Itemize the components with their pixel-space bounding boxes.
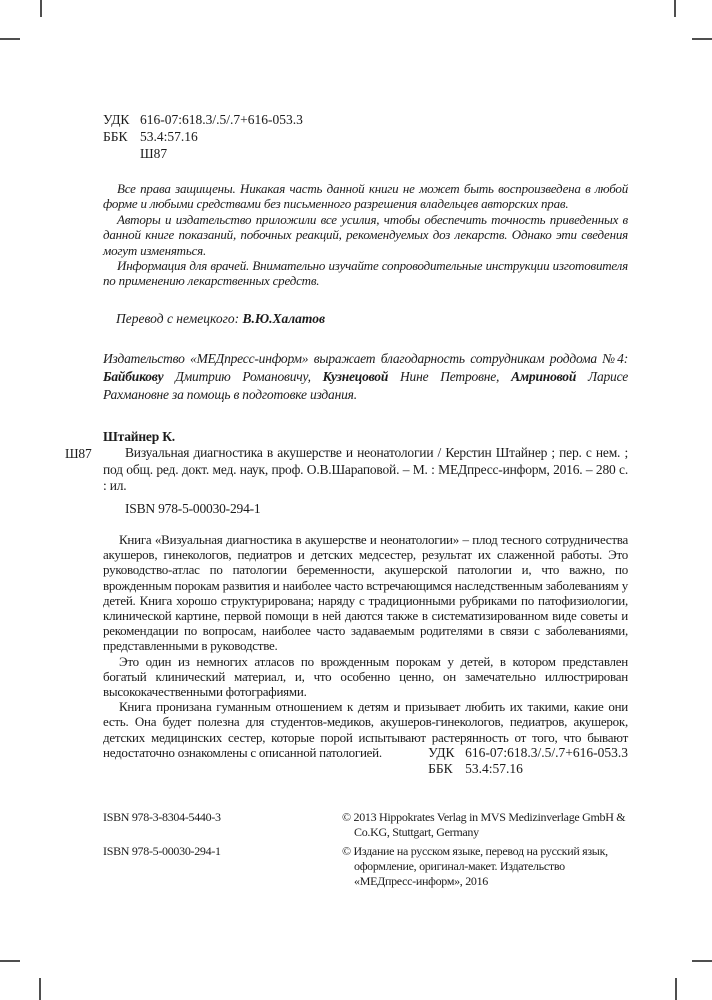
legal-notice — [103, 181, 628, 289]
crop-mark-top-left-vertical — [40, 0, 42, 17]
foot-codes-block — [428, 745, 628, 777]
bbk-value: 53.4:57.16 — [140, 129, 198, 144]
crop-mark-bottom-right-vertical — [675, 978, 677, 1000]
legal-paragraph-doctors: Информация для врачей. Внимательно изучайте сопроводительные инструкции изготовителя по применению лекарственных средств. — [103, 258, 628, 289]
acknowledged-name-3: Амриновой — [511, 369, 577, 384]
acknowledged-name-1: Байбикову — [103, 369, 164, 384]
annotation — [103, 532, 628, 760]
acknowledged-name-2: Кузнецовой — [322, 369, 389, 384]
foot-bbk-label: ББК — [428, 760, 453, 776]
russian-copyright: © Издание на русском языке, перевод на русский язык, оформление, оригинал-макет. Издательство «МЕДпресс-информ», 2016 — [342, 844, 608, 888]
foot-classification-codes — [103, 745, 628, 778]
catalog-bibliography: Визуальная диагностика в акушерстве и неонатологии / Керстин Штайнер ; пер. с нем. ; под общ. ред. докт. мед. наук, проф. О.В.Шараповой. – М. : МЕДпресс-информ, 2016. – 280 с. : ил. — [103, 445, 628, 493]
acknowledgment-intro: Издательство «МЕДпресс-информ» выражает благодарность сотрудникам роддома №4: — [103, 351, 628, 366]
annotation-paragraph-2: Это один из немногих атласов по врожденным порокам у детей, в котором представлен богатый клинический материал, и, что особенно ценно, он замечательно иллюстрирован высококачественными фотографиями. — [103, 653, 628, 700]
translator-name: В.Ю.Халатов — [242, 311, 326, 326]
crop-mark-bottom-right-horizontal — [692, 960, 712, 962]
bbk-line — [103, 128, 628, 145]
udk-label: УДК — [103, 112, 130, 127]
annotation-paragraph-3: Книга пронизана гуманным отношением к детям и призывает любить их такими, какие они есть. Она будет полезна для студентов-медиков, акушеров-гинекологов, педиатров, акушерок, детских медицинских сестер, которые порой испытывают растерянность от того, что бывают недостаточно ознакомлены с описанной патологией. — [103, 699, 628, 760]
foot-udk-line — [428, 745, 628, 761]
foot-udk-value: 616-07:618.3/.5/.7+616-053.3 — [465, 745, 628, 760]
author-sign: Ш87 — [140, 146, 168, 161]
source-copyright: © 2013 Hippokrates Verlag in MVS Medizinverlage GmbH & Co.KG, Stuttgart, Germany — [342, 810, 626, 839]
legal-paragraph-disclaimer: Авторы и издательство приложили все усилия, чтобы обеспечить точность приведенных в данной книге показаний, побочных реакций, рекомендуемых доз лекарств. Однако эти сведения могут изменяться. — [103, 211, 628, 258]
catalog-card — [65, 429, 628, 517]
source-isbn: ISBN 978-3-8304-5440-3 — [103, 810, 221, 824]
acknowledgment-mid-1: Дмитрию Романовичу, — [163, 369, 323, 384]
crop-mark-bottom-left-vertical — [39, 978, 41, 1000]
foot-udk-label: УДК — [428, 745, 455, 760]
crop-mark-bottom-left-horizontal — [0, 960, 20, 962]
translation-credit — [103, 311, 641, 327]
foot-bbk-value: 53.4:57.16 — [465, 760, 523, 776]
crop-mark-top-right-horizontal — [692, 38, 712, 40]
imprint-source-row — [103, 810, 628, 840]
acknowledgment-mid-2: Нине Петровне, — [388, 369, 512, 384]
udk-line — [103, 111, 628, 128]
bbk-label: ББК — [103, 129, 128, 144]
imprint-russian-row — [103, 844, 628, 889]
catalog-author: Штайнер К. — [103, 429, 175, 444]
translation-prefix: Перевод с немецкого: — [116, 311, 243, 326]
acknowledgment-outro: Ларисе Рахмановне за помощь в подготовке издания. — [103, 369, 628, 402]
annotation-paragraph-1: Книга «Визуальная диагностика в акушерстве и неонатологии» – плод тесного сотрудничества акушеров, гинекологов, педиатров и детских медсестер, результат их слаженной работы. Это руководство-атлас по патологии беременности, акушерской патологии и, что важно, по врожденным порокам развития и наиболее часто встречающимся наследственным заболеваниям у детей. Книга хорошо структурирована; наряду с традиционными рубриками по патофизиологии, клинической картине, первой помощи в ней даются также в систематизированном виде советы и рекомендации по вопросам, наиболее часто задаваемым родителями в связи с заболеваниями, представленными в руководстве. — [103, 532, 628, 654]
russian-isbn: ISBN 978-5-00030-294-1 — [103, 844, 221, 858]
crop-mark-top-left-horizontal — [0, 38, 20, 40]
crop-mark-top-right-vertical — [674, 0, 676, 17]
legal-paragraph-rights: Все права защищены. Никакая часть данной книги не может быть воспроизведена в любой форме и любыми средствами без письменного разрешения владельцев авторских прав. — [103, 181, 628, 212]
acknowledgment — [103, 350, 628, 404]
foot-bbk-line — [428, 761, 628, 777]
udk-value: 616-07:618.3/.5/.7+616-053.3 — [140, 112, 303, 127]
catalog-isbn: ISBN 978-5-00030-294-1 — [125, 501, 261, 517]
catalog-margin-code: Ш87 — [65, 446, 92, 461]
head-classification-codes — [103, 111, 628, 162]
